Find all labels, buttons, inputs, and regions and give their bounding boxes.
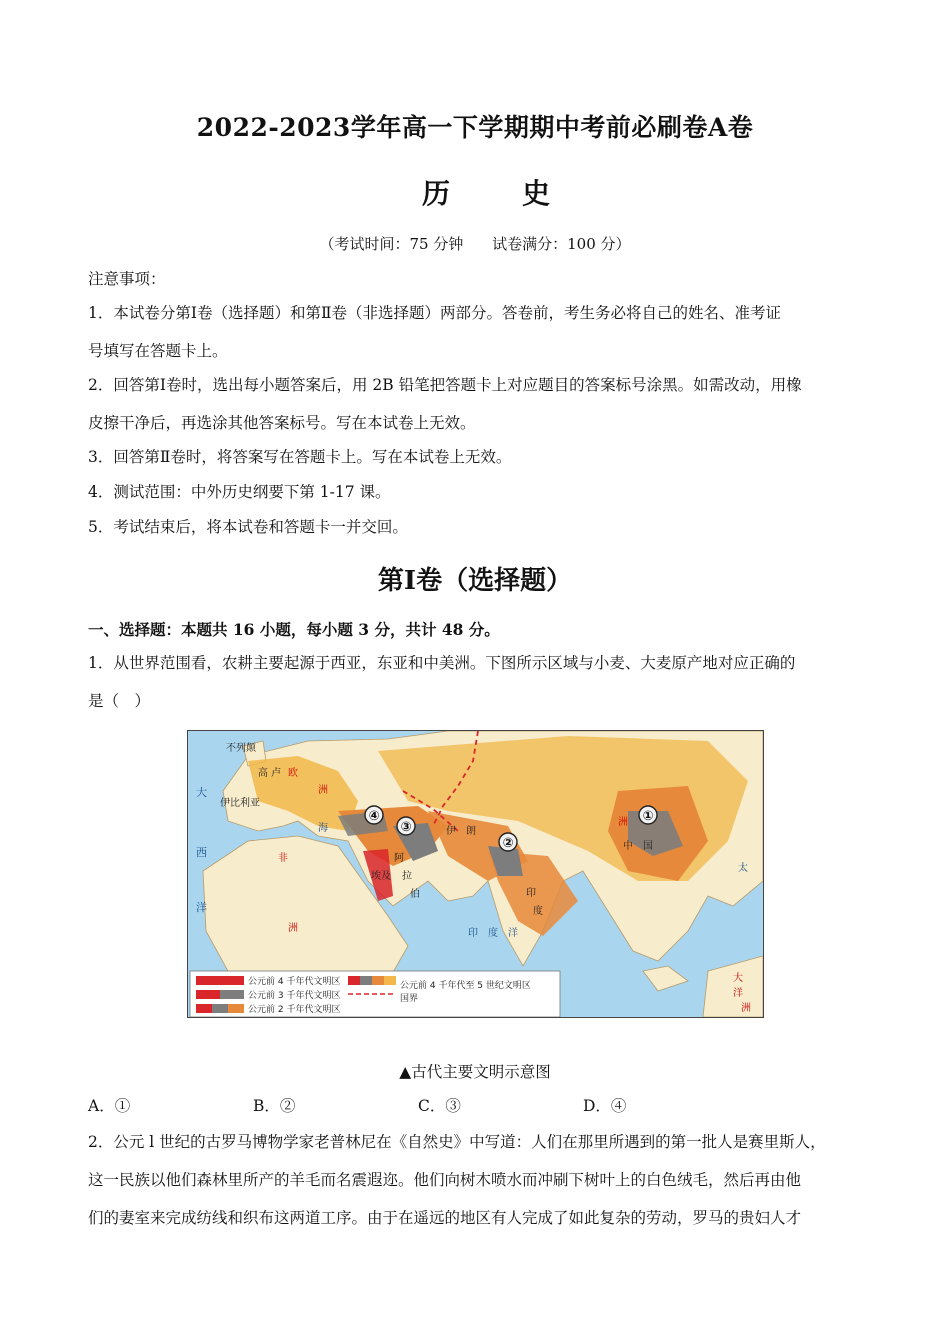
map-label-africa-2: 洲 [288, 923, 298, 934]
map-legend [190, 971, 560, 1017]
map-label-sea: 海 [318, 823, 328, 834]
map-label-arab-2: 拉 [402, 871, 412, 882]
marker-4-label: ④ [368, 809, 380, 824]
map-label-oceania-3: 洲 [741, 1003, 751, 1014]
map-label-indian-ocean: 印 度 洋 [468, 928, 518, 939]
map-label-asia: 洲 [618, 817, 628, 828]
question-2-line: 这一民族以他们森林里所产的羊毛而名震遐迩。他们向树木喷水而冲刷下树叶上的白色绒毛，然后再由他 [88, 1171, 802, 1189]
map-marker-4 [365, 806, 383, 824]
map-label-britain: 不列颠 [226, 743, 256, 754]
map-label-atlantic-2: 西 [196, 846, 207, 859]
map-label-africa-1: 非 [278, 853, 288, 864]
legend-label-3rd: 公元前 3 千年代文明区 [248, 991, 341, 1001]
map-label-pacific: 太 [738, 863, 748, 874]
note-line: 皮擦干净后，再选涂其他答案标号。写在本试卷上无效。 [88, 414, 476, 432]
map-marker-2 [499, 833, 517, 851]
note-line: 1．本试卷分第Ⅰ卷（选择题）和第Ⅱ卷（非选择题）两部分。答卷前，考生务必将自己的姓名、准考证 [88, 304, 782, 322]
map-label-egypt: 埃及 [371, 871, 391, 882]
map-marker-3 [397, 817, 415, 835]
legend-label-range: 公元前 4 千年代至 5 世纪文明区 [400, 981, 531, 991]
legend-label-4th: 公元前 4 千年代文明区 [248, 977, 341, 987]
map-label-india-1: 印 [526, 888, 536, 899]
map-label-oceania-2: 洋 [733, 988, 743, 999]
note-line: 2．回答第Ⅰ卷时，选出每小题答案后，用 2B 铅笔把答题卡上对应题目的答案标号涂黑。如需改动，用橡 [88, 376, 802, 394]
map-label-atlantic-3: 洋 [196, 901, 207, 914]
map-label-iran: 伊 朗 [446, 826, 476, 837]
question-1-stem-end: 是（ ） [88, 692, 151, 710]
note-line: 号填写在答题卡上。 [88, 342, 228, 360]
map-label-arab-3: 伯 [410, 889, 420, 900]
marker-3-label: ③ [400, 820, 412, 835]
map-label-atlantic-1: 大 [196, 786, 207, 799]
option-a[interactable]: A．① [88, 1097, 131, 1115]
subject-title: 历 史 [421, 177, 572, 210]
exam-title: 2022-2023学年高一下学期期中考前必刷卷A卷 [196, 113, 754, 142]
marker-1-label: ① [642, 809, 654, 824]
map-label-europe: 欧 [288, 768, 298, 779]
civilization-map [187, 730, 764, 1018]
marker-2-label: ② [502, 836, 514, 851]
map-caption: ▲古代主要文明示意图 [399, 1063, 551, 1081]
legend-label-border: 国界 [400, 994, 419, 1004]
map-label-iberia: 伊比利亚 [220, 798, 260, 809]
notes-heading: 注意事项： [88, 270, 166, 288]
option-b[interactable]: B．② [253, 1097, 296, 1115]
question-1-stem: 1．从世界范围看，农耕主要起源于西亚，东亚和中美洲。下图所示区域与小麦、大麦原产地对应正确的 [88, 654, 796, 672]
exam-meta [0, 233, 950, 254]
note-line: 3．回答第Ⅱ卷时，将答案写在答题卡上。写在本试卷上无效。 [88, 448, 512, 466]
legend-label-2nd: 公元前 2 千年代文明区 [248, 1005, 341, 1015]
option-d[interactable]: D．④ [583, 1097, 627, 1115]
exam-score: 试卷满分：100 分） [492, 235, 631, 253]
map-label-oceania-1: 大 [733, 973, 743, 984]
part1-title: 第Ⅰ卷（选择题） [377, 566, 573, 596]
map-marker-1 [639, 806, 657, 824]
map-label-arab-1: 阿 [394, 853, 404, 864]
map-label-china: 中 国 [623, 841, 653, 852]
option-c[interactable]: C．③ [418, 1097, 461, 1115]
note-line: 4．测试范围：中外历史纲要下第 1-17 课。 [88, 483, 391, 501]
map-label-europe2: 洲 [318, 785, 328, 796]
question-2-line: 们的妻室来完成纺线和织布这两道工序。由于在遥远的地区有人完成了如此复杂的劳动，罗马的贵妇人才 [88, 1209, 802, 1227]
map-label-india-2: 度 [533, 906, 543, 917]
map-label-gaul: 高 卢 [258, 768, 282, 779]
section-heading: 一、选择题：本题共 16 小题，每小题 3 分，共计 48 分。 [88, 620, 500, 639]
note-line: 5．考试结束后，将本试卷和答题卡一并交回。 [88, 518, 408, 536]
question-2-line: 2．公元 l 世纪的古罗马博物学家老普林尼在《自然史》中写道：人们在那里所遇到的第一批人是赛里斯人， [88, 1133, 826, 1151]
exam-time: （考试时间：75 分钟 [319, 235, 464, 253]
